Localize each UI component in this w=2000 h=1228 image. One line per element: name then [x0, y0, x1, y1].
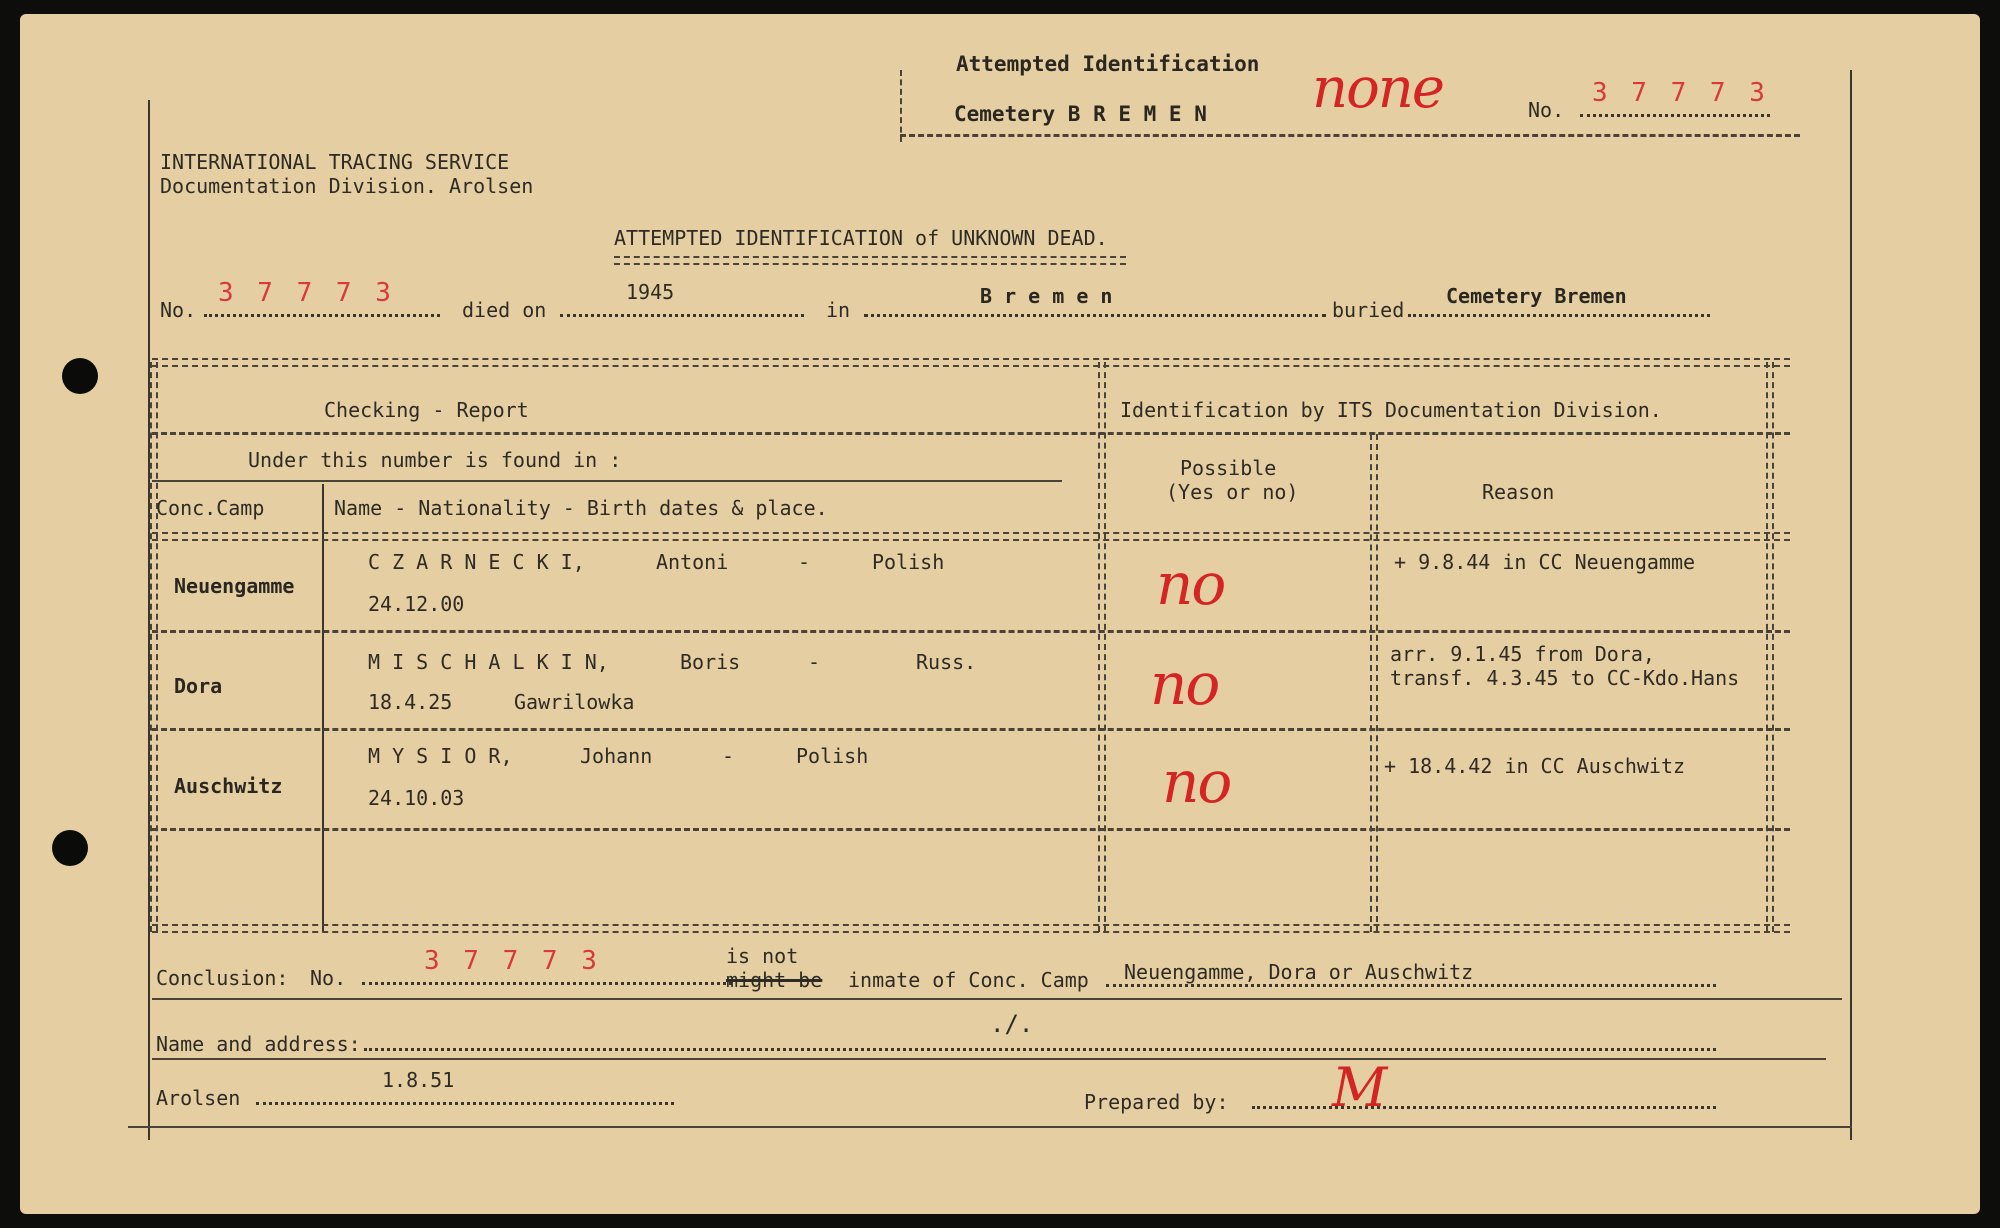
in-dots [864, 314, 1326, 317]
conclusion-struck-text: might be [726, 968, 823, 992]
title-underline [614, 256, 1126, 265]
stamp-cemetery: Cemetery B R E M E N [954, 102, 1207, 126]
conclusion-no-dots [362, 982, 732, 985]
found-in-label: Under this number is found in : [248, 448, 622, 472]
stamp-no-label: No. [1528, 98, 1565, 122]
conclusion-camps: Neuengamme, Dora or Auschwitz [1124, 960, 1474, 984]
conclusion-no-label: No. [310, 966, 347, 990]
buried-value: Cemetery Bremen [1446, 284, 1627, 308]
row-reason-cont: transf. 4.3.45 to CC-Kdo.Hans [1390, 666, 1740, 690]
row-separator: - [798, 550, 811, 574]
prepared-by-label: Prepared by: [1084, 1090, 1229, 1114]
died-dots [560, 314, 804, 317]
row-divider [152, 828, 1790, 831]
prepared-by-initials: M [1332, 1056, 1386, 1119]
table-reason-border [1370, 434, 1378, 932]
right-border [1850, 70, 1852, 1140]
conclusion-label: Conclusion: [156, 966, 289, 990]
name-column-header: Name - Nationality - Birth dates & place. [334, 496, 828, 520]
table-middle-border [1098, 362, 1106, 932]
header-bottom-rule [152, 532, 1790, 541]
arolsen-label: Arolsen [156, 1086, 241, 1110]
row-separator: - [722, 744, 735, 768]
name-address-rule [152, 1058, 1826, 1060]
name-address-dots [364, 1048, 1716, 1051]
row-divider [152, 728, 1790, 731]
row-separator: - [808, 650, 821, 674]
row-reason: arr. 9.1.45 from Dora, [1390, 642, 1655, 666]
arolsen-dots [256, 1102, 674, 1105]
row-firstname: Johann [580, 744, 653, 768]
conclusion-is-not: is not [726, 944, 799, 968]
buried-label: buried [1332, 298, 1405, 322]
conclusion-inmate: inmate of Conc. Camp [848, 968, 1089, 992]
row-surname: C Z A R N E C K I, [368, 550, 585, 574]
row-camp: Dora [174, 674, 223, 698]
row-surname: M Y S I O R, [368, 744, 513, 768]
arolsen-date: 1.8.51 [382, 1068, 455, 1092]
record-no-label: No. [160, 298, 197, 322]
punch-hole [52, 830, 88, 866]
row-possible-handwritten: no [1150, 650, 1219, 718]
prepared-by-dots [1252, 1106, 1716, 1109]
stamp-no-value: 3 7 7 7 3 [1592, 78, 1769, 108]
died-value: 1945 [626, 280, 675, 304]
possible-header: Possible [1180, 456, 1277, 480]
heading-rule [152, 432, 1790, 435]
place-of-death: B r e m e n [980, 284, 1113, 308]
stamp-no-dots [1580, 114, 1770, 117]
punch-hole [62, 358, 98, 394]
stamp-bottom-border [900, 134, 1800, 137]
conclusion-no-value: 3 7 7 7 3 [424, 946, 601, 976]
org-division: Documentation Division. Arolsen [160, 174, 534, 198]
found-in-rule [152, 480, 1062, 482]
row-firstname: Antoni [656, 550, 729, 574]
form-title: ATTEMPTED IDENTIFICATION of UNKNOWN DEAD. [614, 226, 1108, 250]
row-possible-handwritten: no [1156, 550, 1225, 618]
row-nationality: Polish [872, 550, 945, 574]
identification-heading: Identification by ITS Documentation Division. [1120, 398, 1662, 422]
org-name: INTERNATIONAL TRACING SERVICE [160, 150, 510, 174]
name-address-value: ./. [990, 1010, 1034, 1038]
row-possible-handwritten: no [1162, 748, 1231, 816]
row-camp: Neuengamme [174, 574, 295, 598]
record-no-dots [204, 314, 440, 317]
in-label: in [826, 298, 851, 322]
row-divider [152, 630, 1790, 633]
row-birthplace: Gawrilowka [514, 690, 635, 714]
row-birthdate: 24.12.00 [368, 592, 465, 616]
camp-column-header: Conc.Camp [156, 496, 265, 520]
row-birthdate: 18.4.25 [368, 690, 453, 714]
row-nationality: Polish [796, 744, 869, 768]
row-reason: + 18.4.42 in CC Auschwitz [1384, 754, 1686, 778]
record-no-value: 3 7 7 7 3 [218, 278, 395, 308]
handwritten-none: none [1312, 56, 1443, 121]
camp-column-border [322, 484, 324, 932]
stamp-title: Attempted Identification [956, 52, 1260, 76]
table-bottom-border [152, 924, 1790, 933]
table-right-border [1766, 362, 1774, 932]
row-surname: M I S C H A L K I N, [368, 650, 609, 674]
name-address-label: Name and address: [156, 1032, 361, 1056]
reason-header: Reason [1482, 480, 1555, 504]
conclusion-camps-dots [1106, 984, 1716, 987]
document-card [20, 14, 1980, 1214]
conclusion-rule [152, 998, 1842, 1000]
buried-dots [1408, 314, 1710, 317]
checking-report-heading: Checking - Report [324, 398, 529, 422]
row-firstname: Boris [680, 650, 741, 674]
table-left-border [150, 362, 158, 932]
row-nationality: Russ. [916, 650, 977, 674]
row-birthdate: 24.10.03 [368, 786, 465, 810]
row-reason: + 9.8.44 in CC Neuengamme [1394, 550, 1696, 574]
row-camp: Auschwitz [174, 774, 283, 798]
table-top-border [152, 358, 1790, 367]
died-label: died on [462, 298, 547, 322]
bottom-border [128, 1126, 1852, 1128]
stamp-left-border [900, 70, 902, 142]
possible-header-sub: (Yes or no) [1166, 480, 1299, 504]
